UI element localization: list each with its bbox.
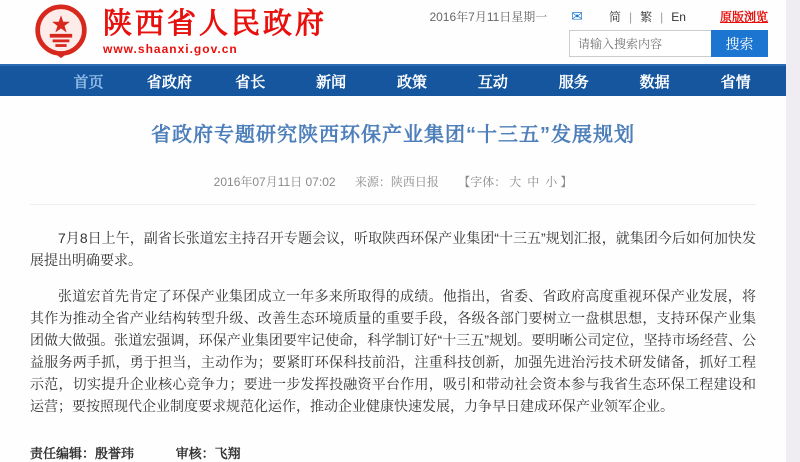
brand-text [103,8,327,56]
article-title: 省政府专题研究陕西环保产业集团“十三五”发展规划 [151,124,635,146]
site-brand[interactable] [33,4,327,60]
responsible-editor: 责任编辑：殷誉玮 [30,446,135,461]
lang-separator: | [660,9,664,24]
search-button[interactable]: 搜索 [711,30,768,57]
editor-line [0,431,786,462]
nav-item-provincial-government[interactable]: 省政府 [146,73,192,91]
nav-item-news[interactable]: 新闻 [316,73,347,91]
site-name: 陕西省人民政府 [103,8,328,40]
main-nav [0,64,786,96]
article-paragraph: 7月8日上午，副省长张道宏主持召开专题会议，听取陕西环保产业集团“十三五”规划汇报，就集团今后如何加快发展提出明确要求。 [30,230,756,268]
current-date: 2016年7月11日星期一 [429,10,548,24]
font-size-label-open: 【字体： [458,175,507,189]
reviewer: 审核：飞翔 [175,446,241,461]
article-source: 来源：陕西日报 [354,175,439,189]
nav-item-governor[interactable]: 省长 [235,73,266,91]
nav-item-services[interactable]: 服务 [558,73,589,91]
article-meta [30,173,756,205]
article-paragraph: 张道宏首先肯定了环保产业集团成立一年多来所取得的成绩。他指出，省委、省政府高度重视环保产业发展，将其作为推动全省产业结构转型升级、改善生态环境质量的重要手段，各级各部门要树立一盘棋思想，支持环保产业集团做大做强。张道宏强调，环保产业集团要牢记使命，科学制订好“十三五”规划。要明晰公司定位，坚持市场经营、公益服务两手抓，勇于担当，主动作为；要紧盯环保科技前沿，注重科技创新，加强先进治污技术研发储备，抓好工程示范，切实提升企业核心竞争力；要进一步发挥投融资平台作用，吸引和带动社会资本参与我省生态环保工程建设和运营；要按照现代企业制度要求规范化运作，推动企业健康快速发展，力争早日建成环保产业领军企业。 [30,288,756,414]
font-size-small-button[interactable]: 小 [545,175,558,189]
article-body [0,205,786,417]
nav-item-data[interactable]: 数据 [639,73,670,91]
font-size-large-button[interactable]: 大 [509,175,522,189]
language-switcher [601,8,694,25]
search-bar [569,30,768,57]
lang-traditional-link[interactable]: 繁 [640,10,653,24]
article-datetime: 2016年07月11日 07:02 [213,175,336,189]
font-size-control [458,175,572,189]
lang-separator: | [629,9,633,24]
nav-item-home[interactable]: 首页 [73,73,104,91]
lang-simplified-link[interactable]: 简 [609,10,622,24]
site-url: www.shaanxi.gov.cn [103,42,238,56]
national-emblem-icon [33,4,89,60]
original-view-link[interactable]: 原版浏览 [719,10,768,24]
search-input[interactable] [569,30,711,57]
nav-item-interaction[interactable]: 互动 [477,73,508,91]
mail-icon[interactable]: ✉ [571,8,584,24]
nav-item-policy[interactable]: 政策 [397,73,428,91]
nav-item-province-info[interactable]: 省情 [720,73,751,91]
article-container [0,96,786,462]
top-utility-bar [429,8,768,25]
site-header [0,0,786,64]
font-size-label-close: 】 [560,175,573,189]
lang-english-link[interactable]: En [671,9,686,24]
font-size-medium-button[interactable]: 中 [527,175,540,189]
